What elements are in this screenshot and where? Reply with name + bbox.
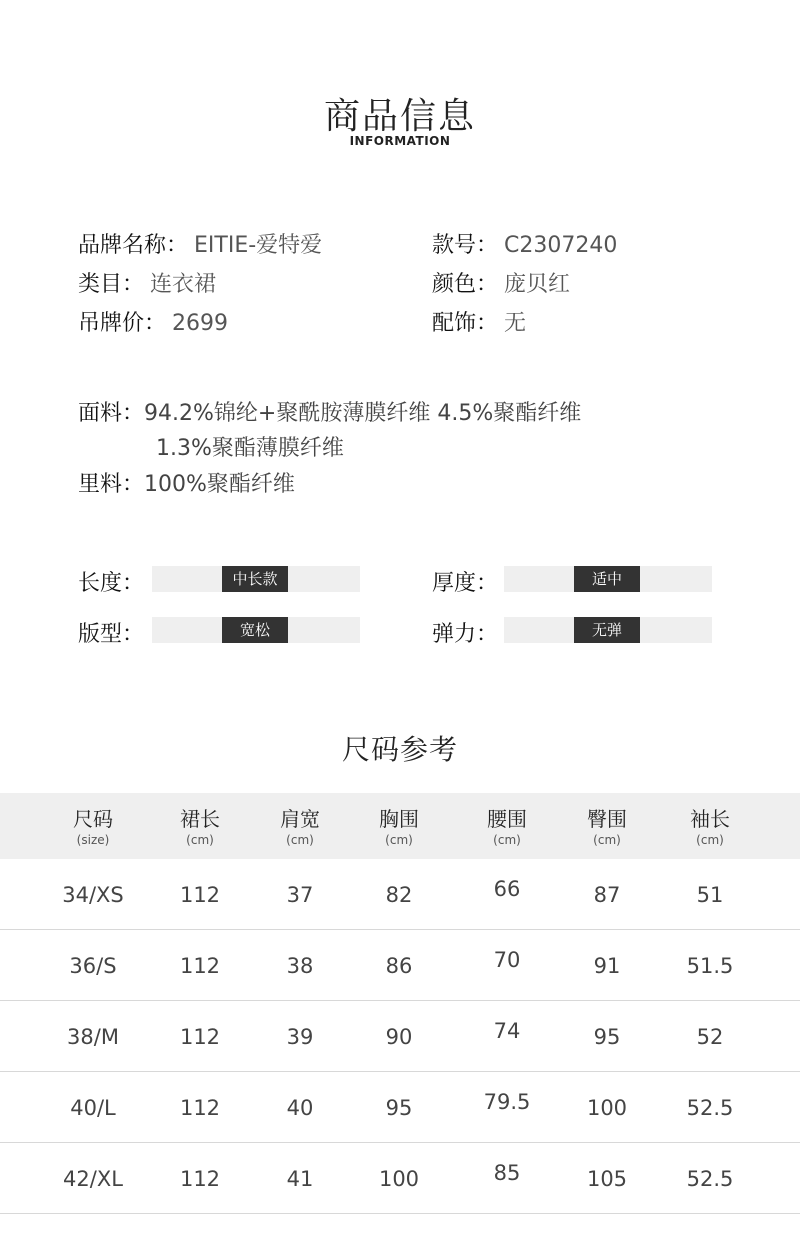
size-chart-title: 尺码参考 bbox=[341, 733, 458, 766]
fit-label: 版型： bbox=[78, 622, 145, 647]
table-cell: 105 bbox=[586, 1167, 628, 1191]
length-scale bbox=[152, 566, 360, 592]
tag-price-field bbox=[78, 306, 228, 337]
table-cell: 90 bbox=[385, 1025, 413, 1049]
header-sleeve: 袖长 (cm) bbox=[690, 807, 730, 847]
brand-label: 品牌名称： bbox=[78, 233, 189, 258]
table-cell: 51.5 bbox=[686, 954, 734, 978]
table-cell: 39 bbox=[286, 1025, 314, 1049]
table-cell: 87 bbox=[593, 883, 621, 907]
table-cell: 112 bbox=[179, 1096, 221, 1120]
page-subtitle: INFORMATION bbox=[349, 134, 451, 148]
table-row bbox=[0, 1143, 800, 1214]
table-cell: 85 bbox=[493, 1161, 521, 1185]
table-cell: 40/L bbox=[70, 1096, 116, 1120]
size-table bbox=[0, 793, 800, 1214]
table-cell: 52 bbox=[696, 1025, 724, 1049]
table-cell: 51 bbox=[696, 883, 724, 907]
table-cell: 112 bbox=[179, 883, 221, 907]
table-cell: 95 bbox=[385, 1096, 413, 1120]
brand-field bbox=[78, 228, 322, 259]
shell-fabric-value-line2: 1.3%聚酯薄膜纤维 bbox=[156, 436, 344, 461]
fit-scale bbox=[152, 617, 360, 643]
header-waist: 腰围 (cm) bbox=[487, 807, 527, 847]
table-cell: 36/S bbox=[69, 954, 117, 978]
table-row bbox=[0, 1072, 800, 1143]
table-cell: 38/M bbox=[67, 1025, 119, 1049]
table-cell: 52.5 bbox=[686, 1167, 734, 1191]
page-title: 商品信息 bbox=[323, 96, 476, 137]
category-label: 类目： bbox=[78, 272, 145, 297]
length-tag: 中长款 bbox=[222, 566, 288, 592]
elasticity-tag: 无弹 bbox=[574, 617, 640, 643]
thickness-tag: 适中 bbox=[574, 566, 640, 592]
table-cell: 86 bbox=[385, 954, 413, 978]
shell-fabric-value-line1: 94.2%锦纶+聚酰胺薄膜纤维 4.5%聚酯纤维 bbox=[144, 401, 582, 426]
table-cell: 100 bbox=[378, 1167, 420, 1191]
thickness-label: 厚度： bbox=[432, 571, 499, 596]
table-cell: 79.5 bbox=[483, 1090, 531, 1114]
table-cell: 70 bbox=[493, 948, 521, 972]
category-field bbox=[78, 267, 216, 298]
color-label: 颜色： bbox=[432, 272, 499, 297]
length-label: 长度： bbox=[78, 571, 145, 596]
table-row bbox=[0, 859, 800, 930]
table-cell: 34/XS bbox=[62, 883, 124, 907]
color-value: 庞贝红 bbox=[504, 272, 571, 297]
table-cell: 74 bbox=[493, 1019, 521, 1043]
table-cell: 112 bbox=[179, 1025, 221, 1049]
shell-fabric-label: 面料： bbox=[78, 401, 145, 426]
accessory-value: 无 bbox=[504, 311, 527, 336]
table-cell: 82 bbox=[385, 883, 413, 907]
header-shoulder: 肩宽 (cm) bbox=[280, 807, 320, 847]
elasticity-scale bbox=[504, 617, 712, 643]
header-hip: 臀围 (cm) bbox=[587, 807, 627, 847]
lining-label: 里料： bbox=[78, 472, 145, 497]
thickness-scale bbox=[504, 566, 712, 592]
tag-price-value: 2699 bbox=[172, 311, 229, 336]
shell-fabric-field bbox=[78, 396, 581, 427]
header-size: 尺码 (size) bbox=[73, 807, 113, 847]
table-cell: 95 bbox=[593, 1025, 621, 1049]
accessory-label: 配饰： bbox=[432, 311, 499, 336]
style-no-value: C2307240 bbox=[504, 233, 618, 258]
table-cell: 66 bbox=[493, 877, 521, 901]
table-cell: 41 bbox=[286, 1167, 314, 1191]
table-cell: 91 bbox=[593, 954, 621, 978]
table-row bbox=[0, 1001, 800, 1072]
table-cell: 112 bbox=[179, 1167, 221, 1191]
table-row bbox=[0, 930, 800, 1001]
lining-value: 100%聚酯纤维 bbox=[144, 472, 295, 497]
lining-field bbox=[78, 467, 295, 498]
brand-value: EITIE-爱特爱 bbox=[194, 233, 323, 258]
table-cell: 100 bbox=[586, 1096, 628, 1120]
table-cell: 112 bbox=[179, 954, 221, 978]
table-cell: 42/XL bbox=[63, 1167, 123, 1191]
table-cell: 38 bbox=[286, 954, 314, 978]
fit-tag: 宽松 bbox=[222, 617, 288, 643]
category-value: 连衣裙 bbox=[150, 272, 217, 297]
color-field bbox=[432, 267, 570, 298]
table-cell: 40 bbox=[286, 1096, 314, 1120]
header-dress-length: 裙长 (cm) bbox=[180, 807, 220, 847]
accessory-field bbox=[432, 306, 526, 337]
elasticity-label: 弹力： bbox=[432, 622, 499, 647]
table-cell: 37 bbox=[286, 883, 314, 907]
style-no-label: 款号： bbox=[432, 233, 499, 258]
style-no-field bbox=[432, 228, 617, 259]
header-bust: 胸围 (cm) bbox=[379, 807, 419, 847]
table-cell: 52.5 bbox=[686, 1096, 734, 1120]
size-table-header bbox=[0, 793, 800, 859]
tag-price-label: 吊牌价： bbox=[78, 311, 167, 336]
